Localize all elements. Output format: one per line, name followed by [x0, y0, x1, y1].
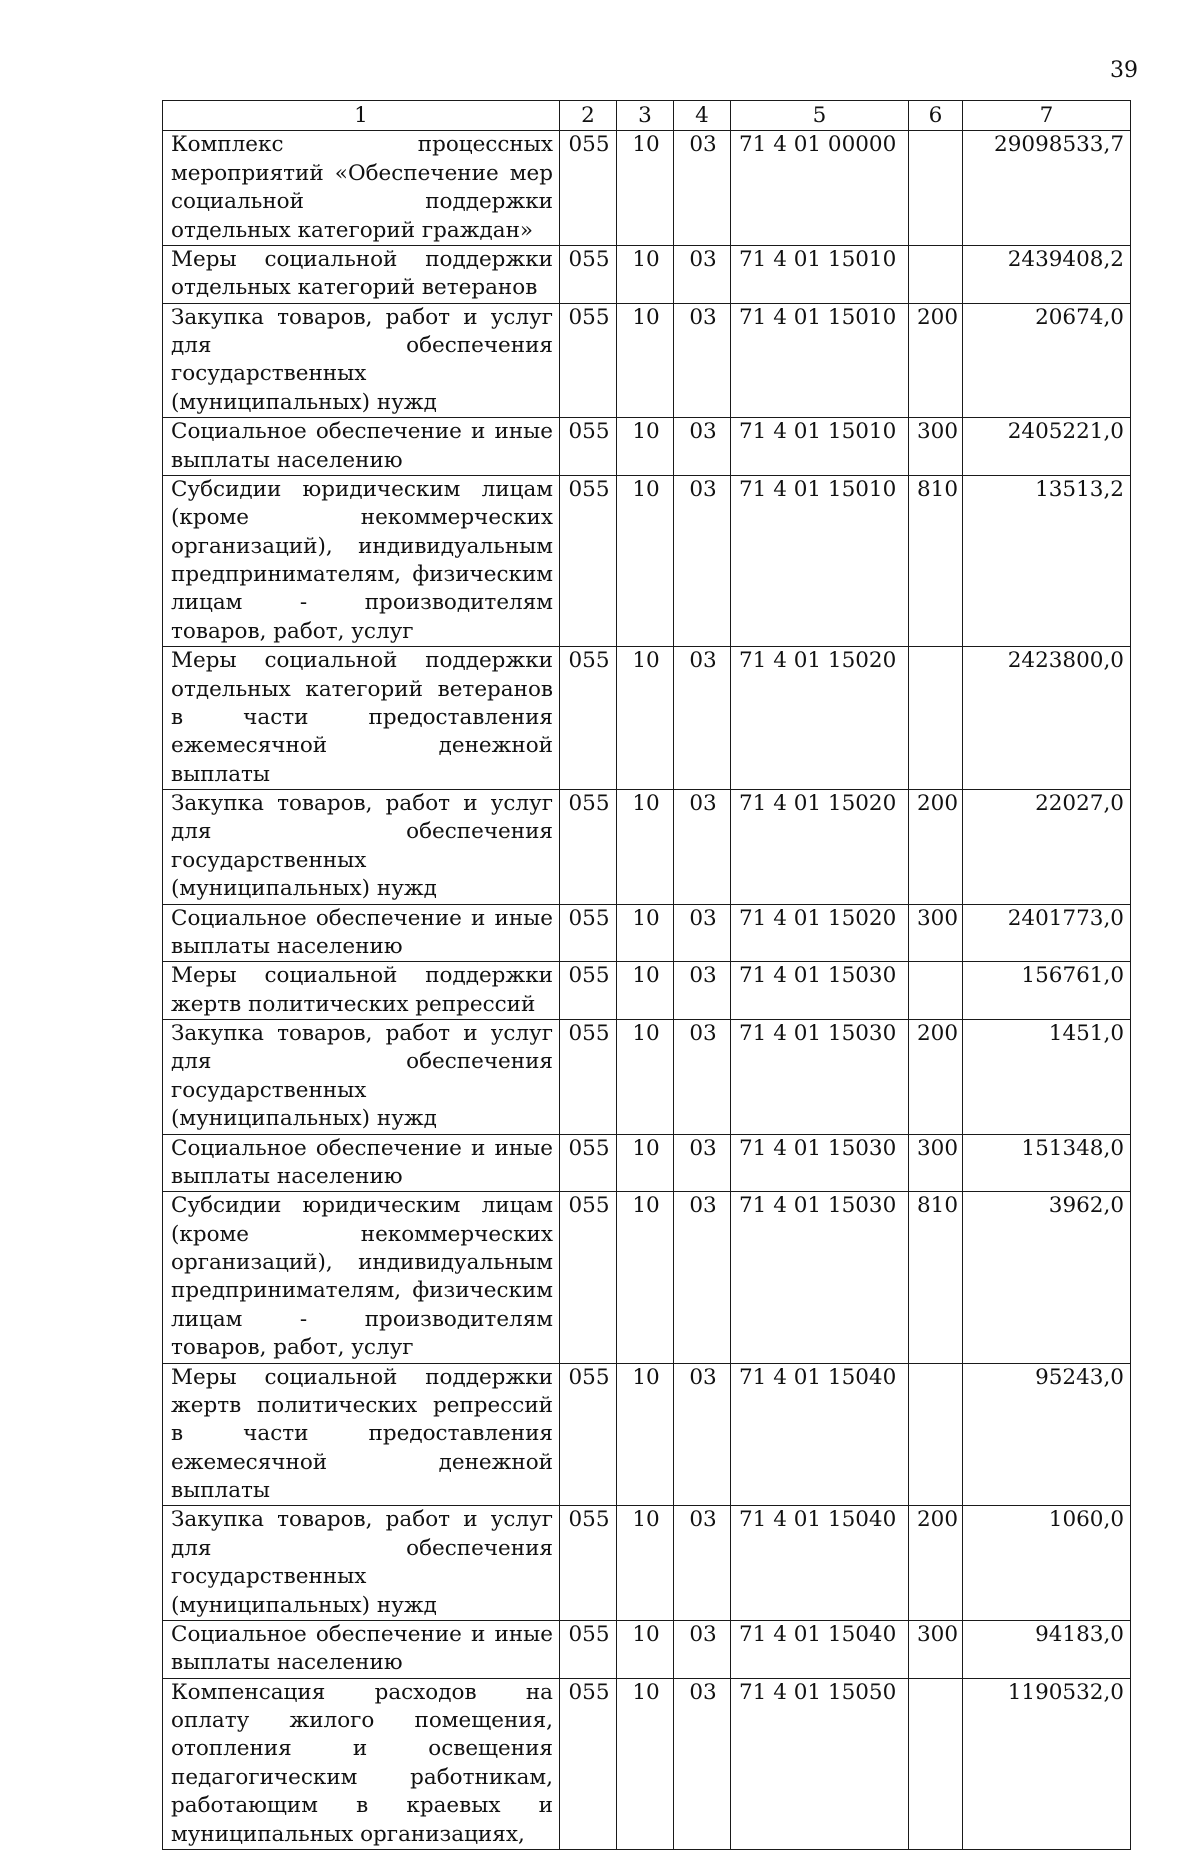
- table-row: [163, 131, 1131, 246]
- row-name-cell: Социальное обеспечение и иные выплаты населению: [163, 904, 560, 962]
- admin-code-cell: 055: [560, 1506, 617, 1621]
- column-header: 5: [731, 101, 909, 131]
- amount-cell: 95243,0: [963, 1363, 1131, 1506]
- amount-cell: 2401773,0: [963, 904, 1131, 962]
- row-name-cell: Меры социальной поддержки жертв политических репрессий: [163, 962, 560, 1020]
- section-code-cell: 10: [617, 962, 674, 1020]
- row-name-cell: Закупка товаров, работ и услуг для обеспечения государственных (муниципальных) нужд: [163, 790, 560, 905]
- subsection-code-cell: 03: [674, 1363, 731, 1506]
- expense-type-code-cell: 200: [909, 790, 963, 905]
- budget-table: [162, 100, 1131, 1850]
- admin-code-cell: 055: [560, 1192, 617, 1363]
- table-row: [163, 245, 1131, 303]
- section-code-cell: 10: [617, 904, 674, 962]
- table-row: [163, 1678, 1131, 1849]
- column-header: 2: [560, 101, 617, 131]
- amount-cell: 1190532,0: [963, 1678, 1131, 1849]
- subsection-code-cell: 03: [674, 1020, 731, 1135]
- expense-type-code-cell: [909, 1363, 963, 1506]
- expense-type-code-cell: 810: [909, 1192, 963, 1363]
- section-code-cell: 10: [617, 1506, 674, 1621]
- target-article-code-cell: 71 4 01 15010: [731, 475, 909, 646]
- row-name-cell: Закупка товаров, работ и услуг для обеспечения государственных (муниципальных) нужд: [163, 1020, 560, 1135]
- expense-type-code-cell: 300: [909, 1134, 963, 1192]
- target-article-code-cell: 71 4 01 15030: [731, 1020, 909, 1135]
- expense-type-code-cell: [909, 1678, 963, 1849]
- admin-code-cell: 055: [560, 962, 617, 1020]
- amount-cell: 3962,0: [963, 1192, 1131, 1363]
- subsection-code-cell: 03: [674, 245, 731, 303]
- target-article-code-cell: 71 4 01 15010: [731, 245, 909, 303]
- column-header: 3: [617, 101, 674, 131]
- target-article-code-cell: 71 4 01 15040: [731, 1363, 909, 1506]
- subsection-code-cell: 03: [674, 418, 731, 476]
- column-header: 1: [163, 101, 560, 131]
- expense-type-code-cell: 810: [909, 475, 963, 646]
- section-code-cell: 10: [617, 1363, 674, 1506]
- amount-cell: 20674,0: [963, 303, 1131, 418]
- target-article-code-cell: 71 4 01 15020: [731, 904, 909, 962]
- subsection-code-cell: 03: [674, 904, 731, 962]
- subsection-code-cell: 03: [674, 131, 731, 246]
- row-name-cell: Закупка товаров, работ и услуг для обеспечения государственных (муниципальных) нужд: [163, 1506, 560, 1621]
- header-row: [163, 101, 1131, 131]
- table-row: [163, 1020, 1131, 1135]
- amount-cell: 151348,0: [963, 1134, 1131, 1192]
- admin-code-cell: 055: [560, 131, 617, 246]
- table-row: [163, 303, 1131, 418]
- expense-type-code-cell: 200: [909, 303, 963, 418]
- section-code-cell: 10: [617, 1134, 674, 1192]
- target-article-code-cell: 71 4 01 15040: [731, 1506, 909, 1621]
- row-name-cell: Закупка товаров, работ и услуг для обеспечения государственных (муниципальных) нужд: [163, 303, 560, 418]
- target-article-code-cell: 71 4 01 15030: [731, 1192, 909, 1363]
- admin-code-cell: 055: [560, 1134, 617, 1192]
- section-code-cell: 10: [617, 1020, 674, 1135]
- table-row: [163, 962, 1131, 1020]
- row-name-cell: Социальное обеспечение и иные выплаты населению: [163, 418, 560, 476]
- section-code-cell: 10: [617, 418, 674, 476]
- target-article-code-cell: 71 4 01 15010: [731, 418, 909, 476]
- amount-cell: 1060,0: [963, 1506, 1131, 1621]
- expense-type-code-cell: [909, 245, 963, 303]
- amount-cell: 2423800,0: [963, 647, 1131, 790]
- column-header: 6: [909, 101, 963, 131]
- table-row: [163, 1192, 1131, 1363]
- table-body: [163, 131, 1131, 1850]
- table-row: [163, 475, 1131, 646]
- admin-code-cell: 055: [560, 1620, 617, 1678]
- admin-code-cell: 055: [560, 647, 617, 790]
- row-name-cell: Субсидии юридическим лицам (кроме некоммерческих организаций), индивидуальным предпринимателям, физическим лицам - производителям товаров, работ, услуг: [163, 1192, 560, 1363]
- subsection-code-cell: 03: [674, 790, 731, 905]
- section-code-cell: 10: [617, 131, 674, 246]
- section-code-cell: 10: [617, 475, 674, 646]
- section-code-cell: 10: [617, 1192, 674, 1363]
- target-article-code-cell: 71 4 01 15050: [731, 1678, 909, 1849]
- subsection-code-cell: 03: [674, 962, 731, 1020]
- table-row: [163, 1134, 1131, 1192]
- section-code-cell: 10: [617, 303, 674, 418]
- admin-code-cell: 055: [560, 790, 617, 905]
- admin-code-cell: 055: [560, 1020, 617, 1135]
- target-article-code-cell: 71 4 01 15020: [731, 790, 909, 905]
- section-code-cell: 10: [617, 647, 674, 790]
- amount-cell: 156761,0: [963, 962, 1131, 1020]
- subsection-code-cell: 03: [674, 1506, 731, 1621]
- admin-code-cell: 055: [560, 418, 617, 476]
- row-name-cell: Компенсация расходов на оплату жилого помещения, отопления и освещения педагогическим работникам, работающим в краевых и муниципальных организациях,: [163, 1678, 560, 1849]
- subsection-code-cell: 03: [674, 1134, 731, 1192]
- target-article-code-cell: 71 4 01 15020: [731, 647, 909, 790]
- table-row: [163, 1506, 1131, 1621]
- subsection-code-cell: 03: [674, 475, 731, 646]
- column-header: 4: [674, 101, 731, 131]
- table-row: [163, 904, 1131, 962]
- subsection-code-cell: 03: [674, 1620, 731, 1678]
- row-name-cell: Меры социальной поддержки отдельных категорий ветеранов: [163, 245, 560, 303]
- row-name-cell: Меры социальной поддержки жертв политических репрессий в части предоставления ежемесячной денежной выплаты: [163, 1363, 560, 1506]
- subsection-code-cell: 03: [674, 303, 731, 418]
- section-code-cell: 10: [617, 790, 674, 905]
- table-row: [163, 1363, 1131, 1506]
- target-article-code-cell: 71 4 01 15010: [731, 303, 909, 418]
- expense-type-code-cell: 300: [909, 904, 963, 962]
- target-article-code-cell: 71 4 01 15030: [731, 1134, 909, 1192]
- table-row: [163, 790, 1131, 905]
- expense-type-code-cell: [909, 131, 963, 246]
- row-name-cell: Социальное обеспечение и иные выплаты населению: [163, 1134, 560, 1192]
- subsection-code-cell: 03: [674, 1192, 731, 1363]
- section-code-cell: 10: [617, 1678, 674, 1849]
- expense-type-code-cell: 200: [909, 1020, 963, 1135]
- target-article-code-cell: 71 4 01 15030: [731, 962, 909, 1020]
- table-row: [163, 1620, 1131, 1678]
- section-code-cell: 10: [617, 245, 674, 303]
- table-row: [163, 418, 1131, 476]
- page-number: 39: [1110, 58, 1138, 83]
- amount-cell: 2405221,0: [963, 418, 1131, 476]
- row-name-cell: Меры социальной поддержки отдельных категорий ветеранов в части предоставления ежемесячной денежной выплаты: [163, 647, 560, 790]
- expense-type-code-cell: [909, 962, 963, 1020]
- subsection-code-cell: 03: [674, 647, 731, 790]
- amount-cell: 13513,2: [963, 475, 1131, 646]
- amount-cell: 94183,0: [963, 1620, 1131, 1678]
- section-code-cell: 10: [617, 1620, 674, 1678]
- row-name-cell: Субсидии юридическим лицам (кроме некоммерческих организаций), индивидуальным предпринимателям, физическим лицам - производителям товаров, работ, услуг: [163, 475, 560, 646]
- column-header: 7: [963, 101, 1131, 131]
- admin-code-cell: 055: [560, 1678, 617, 1849]
- row-name-cell: Социальное обеспечение и иные выплаты населению: [163, 1620, 560, 1678]
- subsection-code-cell: 03: [674, 1678, 731, 1849]
- amount-cell: 29098533,7: [963, 131, 1131, 246]
- admin-code-cell: 055: [560, 475, 617, 646]
- amount-cell: 2439408,2: [963, 245, 1131, 303]
- target-article-code-cell: 71 4 01 15040: [731, 1620, 909, 1678]
- admin-code-cell: 055: [560, 1363, 617, 1506]
- admin-code-cell: 055: [560, 245, 617, 303]
- admin-code-cell: 055: [560, 904, 617, 962]
- expense-type-code-cell: [909, 647, 963, 790]
- expense-type-code-cell: 300: [909, 1620, 963, 1678]
- amount-cell: 1451,0: [963, 1020, 1131, 1135]
- expense-type-code-cell: 300: [909, 418, 963, 476]
- amount-cell: 22027,0: [963, 790, 1131, 905]
- row-name-cell: Комплекс процессных мероприятий «Обеспечение мер социальной поддержки отдельных категорий граждан»: [163, 131, 560, 246]
- table-row: [163, 647, 1131, 790]
- admin-code-cell: 055: [560, 303, 617, 418]
- target-article-code-cell: 71 4 01 00000: [731, 131, 909, 246]
- expense-type-code-cell: 200: [909, 1506, 963, 1621]
